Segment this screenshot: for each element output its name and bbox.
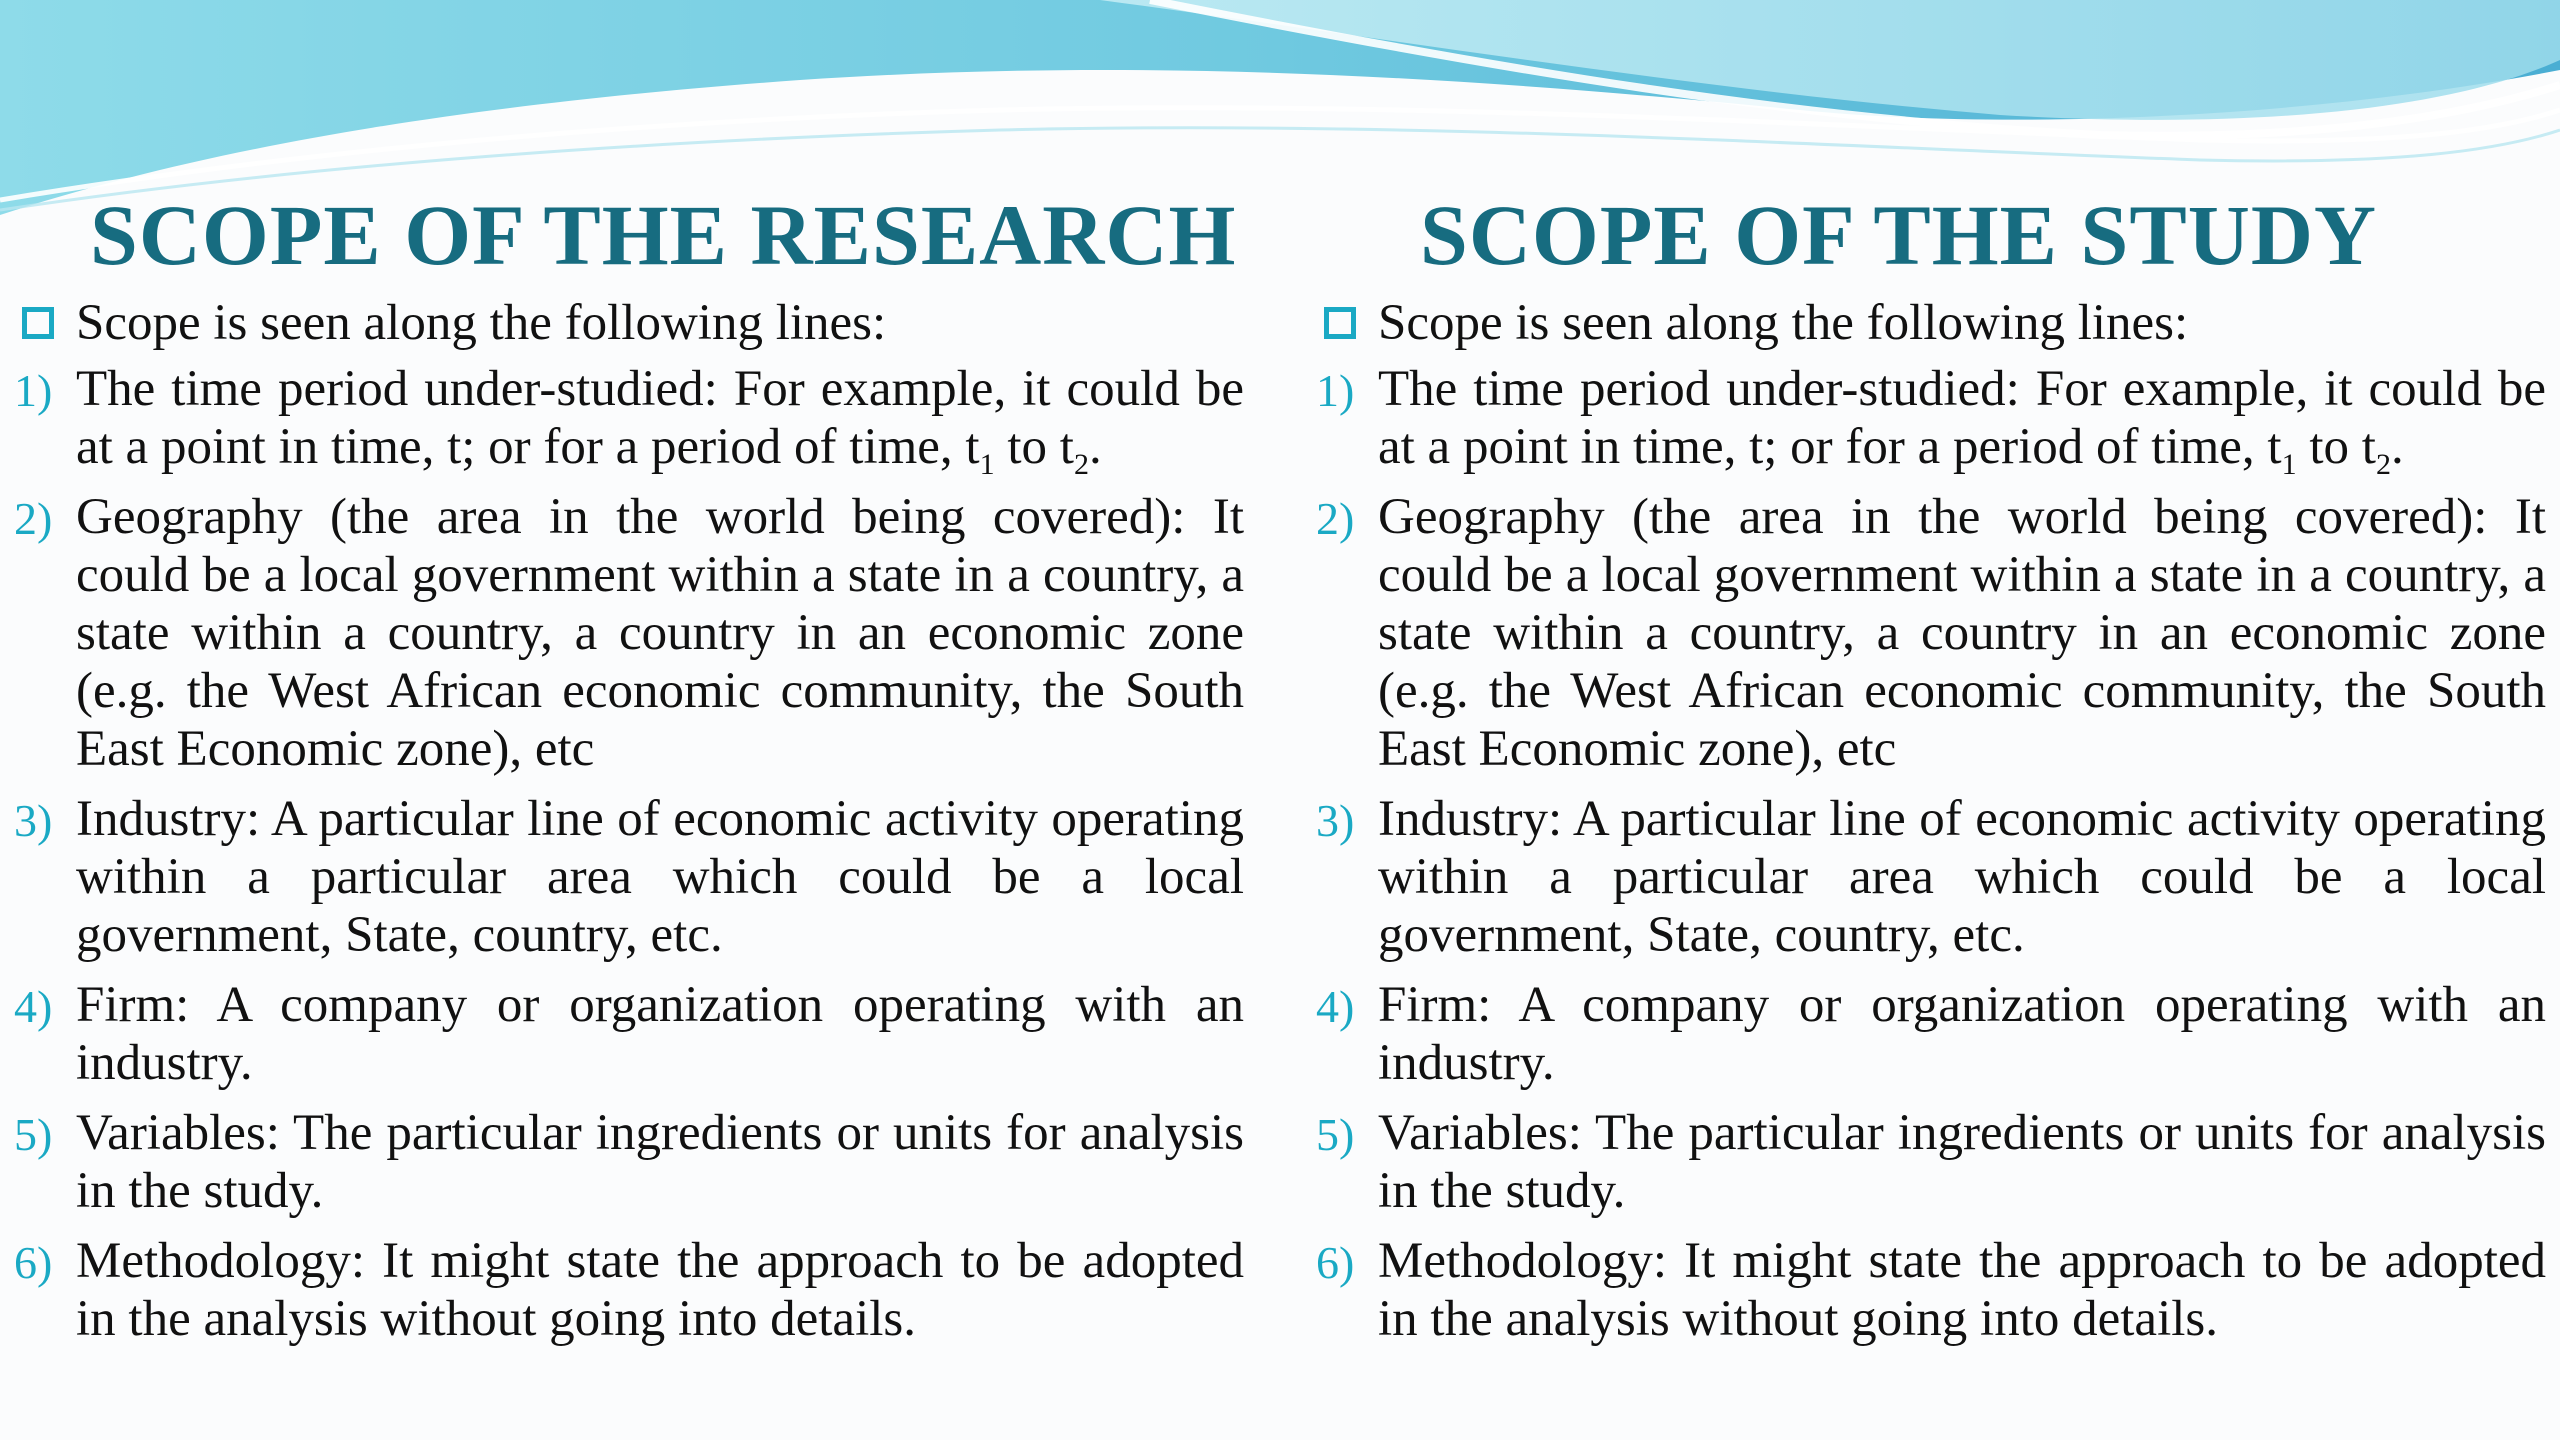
list-number: 6): [14, 1237, 53, 1288]
list-text: Methodology: It might state the approach to be adopted in the analysis without going into details.: [1378, 1233, 2546, 1347]
list-text: Geography (the area in the world being covered): It could be a local government within a state in a country, a state within a country, a country in an economic zone (e.g. the West African economic community, the South East Economic zone), etc: [76, 489, 1244, 777]
list-number: 5): [1316, 1109, 1355, 1160]
list-number: 5): [14, 1109, 53, 1160]
list-number: 6): [1316, 1237, 1355, 1288]
list-text: Methodology: It might state the approach to be adopted in the analysis without going into details.: [76, 1233, 1244, 1347]
list-text: Firm: A company or organization operating with an industry.: [76, 977, 1244, 1091]
scope-list: [1316, 360, 2546, 1348]
list-text: Variables: The particular ingredients or units for analysis in the study.: [76, 1105, 1244, 1219]
scope-list: [14, 360, 1244, 1348]
list-number: 1): [14, 365, 53, 416]
list-number: 4): [1316, 981, 1355, 1032]
checkbox-bullet-icon: [1324, 307, 1356, 339]
page-title: SCOPE OF THE RESEARCH: [90, 187, 1237, 283]
list-item: [14, 360, 1244, 482]
checkbox-bullet-icon: [22, 307, 54, 339]
list-item: [14, 1232, 1244, 1348]
list-text: Firm: A company or organization operating with an industry.: [1378, 977, 2546, 1091]
list-item: [14, 1104, 1244, 1220]
right-slide-panel: [1316, 180, 2546, 1360]
list-item: [14, 488, 1244, 778]
intro-line: [14, 290, 1244, 356]
list-item: [1316, 1104, 2546, 1220]
list-text: Industry: A particular line of economic activity operating within a particular area which could be a local government, State, country, etc.: [1378, 791, 2546, 963]
list-number: 2): [14, 493, 53, 544]
list-item: [1316, 488, 2546, 778]
list-text: Industry: A particular line of economic activity operating within a particular area which could be a local government, State, country, etc.: [76, 791, 1244, 963]
list-text: Geography (the area in the world being covered): It could be a local government within a state in a country, a state within a country, a country in an economic zone (e.g. the West African economic community, the South East Economic zone), etc: [1378, 489, 2546, 777]
list-item: [1316, 360, 2546, 482]
list-item: [1316, 976, 2546, 1092]
list-text: The time period under-studied: For example, it could be at a point in time, t; or for a period of time, $t_1$ to $t_2$.: [76, 361, 1244, 482]
list-number: 1): [1316, 365, 1355, 416]
list-number: 4): [14, 981, 53, 1032]
left-slide-panel: [14, 180, 1244, 1360]
list-item: [14, 790, 1244, 964]
list-number: 3): [14, 795, 53, 846]
list-number: 3): [1316, 795, 1355, 846]
list-item: [14, 976, 1244, 1092]
intro-text: Scope is seen along the following lines:: [76, 295, 887, 351]
list-item: [1316, 1232, 2546, 1348]
intro-text: Scope is seen along the following lines:: [1378, 295, 2189, 351]
list-item: [1316, 790, 2546, 964]
page-title: SCOPE OF THE STUDY: [1420, 187, 2378, 283]
list-text: The time period under-studied: For example, it could be at a point in time, t; or for a period of time, $t_1$ to $t_2$.: [1378, 361, 2546, 482]
list-text: Variables: The particular ingredients or units for analysis in the study.: [1378, 1105, 2546, 1219]
intro-line: [1316, 290, 2546, 356]
list-number: 2): [1316, 493, 1355, 544]
